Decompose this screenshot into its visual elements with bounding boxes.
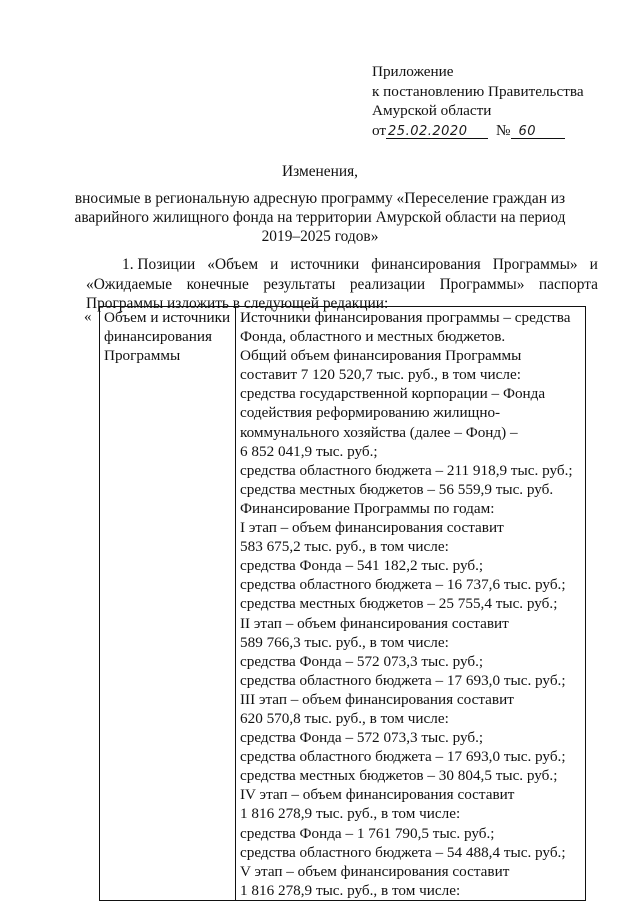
label-line: Программы bbox=[104, 347, 181, 365]
intro-word: Программы» bbox=[492, 256, 578, 273]
decree-date-field bbox=[386, 121, 488, 139]
intro-paragraph bbox=[86, 255, 598, 314]
content-line: 620 570,8 тыс. руб., в том числе: bbox=[240, 709, 449, 727]
decree-date-number-line bbox=[372, 121, 634, 141]
appendix-block bbox=[372, 62, 634, 140]
content-line: Финансирование Программы по годам: bbox=[240, 499, 495, 517]
content-line: средства Фонда – 541 182,2 тыс. руб.; bbox=[240, 557, 484, 575]
intro-word: 1. Позиции bbox=[122, 256, 196, 273]
content-line: 589 766,3 тыс. руб., в том числе: bbox=[240, 633, 449, 651]
content-line: средства местных бюджетов – 30 804,5 тыс. руб.; bbox=[240, 767, 558, 785]
content-line: средства областного бюджета – 54 488,4 тыс. руб.; bbox=[240, 843, 566, 861]
appendix-title: Приложение bbox=[372, 63, 454, 80]
content-line: Источники финансирования программы – средства bbox=[240, 309, 571, 326]
content-line: 583 675,2 тыс. руб., в том числе: bbox=[240, 538, 449, 556]
decree-number-field bbox=[511, 121, 565, 139]
content-line: средства государственной корпорации – Фонда bbox=[240, 385, 546, 403]
content-line: II этап – объем финансирования составит bbox=[240, 614, 509, 632]
content-line: V этап – объем финансирования составит bbox=[240, 862, 510, 880]
title-heading: Изменения, bbox=[281, 163, 358, 180]
row-label-cell bbox=[100, 307, 236, 901]
label-line: финансирования bbox=[104, 328, 212, 346]
date-prefix: от bbox=[372, 121, 387, 139]
decree-date-handwritten: 25.02.2020 bbox=[388, 123, 468, 139]
content-line: средства областного бюджета – 211 918,9 тыс. руб.; bbox=[240, 461, 573, 479]
content-line: средства областного бюджета – 16 737,6 тыс. руб.; bbox=[240, 576, 566, 594]
appendix-region: Амурской области bbox=[372, 102, 492, 119]
content-line: средства областного бюджета – 17 693,0 тыс. руб.; bbox=[240, 748, 566, 766]
decree-number-handwritten: 60 bbox=[518, 123, 537, 139]
row-content-cell bbox=[236, 307, 586, 901]
content-line: содействия реформированию жилищно- bbox=[240, 404, 501, 422]
intro-word: «Ожидаемые bbox=[86, 275, 173, 293]
number-label: № bbox=[496, 121, 511, 139]
intro-word: и bbox=[270, 256, 279, 273]
intro-word: «Объем bbox=[207, 256, 259, 273]
content-line: средства Фонда – 572 073,3 тыс. руб.; bbox=[240, 652, 484, 670]
passport-table bbox=[99, 306, 586, 901]
intro-word: результаты bbox=[263, 275, 336, 293]
intro-word: финансирования bbox=[371, 256, 481, 273]
content-line: 6 852 041,9 тыс. руб.; bbox=[240, 442, 378, 460]
intro-word: и bbox=[589, 256, 598, 273]
intro-word: конечные bbox=[186, 275, 249, 293]
intro-word: источники bbox=[290, 256, 360, 273]
label-line: Объем и источники bbox=[104, 309, 231, 326]
content-line: средства Фонда – 1 761 790,5 тыс. руб.; bbox=[240, 824, 495, 842]
intro-word: Программы» bbox=[439, 275, 525, 293]
content-line: III этап – объем финансирования составит bbox=[240, 690, 514, 708]
content-line: Фонда, областного и местных бюджетов. bbox=[240, 328, 506, 346]
intro-line-2 bbox=[86, 275, 598, 295]
intro-line-3: Программы изложить в следующей редакции: bbox=[86, 295, 389, 312]
content-line: составит 7 120 520,7 тыс. руб., в том числе: bbox=[240, 366, 521, 384]
content-line: средства Фонда – 572 073,3 тыс. руб.; bbox=[240, 729, 484, 747]
content-line: средства местных бюджетов – 56 559,9 тыс. руб. bbox=[240, 480, 554, 498]
table-row bbox=[100, 307, 586, 901]
intro-line-1 bbox=[86, 255, 598, 275]
content-line: I этап – объем финансирования составит bbox=[240, 519, 504, 537]
content-line: Общий объем финансирования Программы bbox=[240, 347, 522, 365]
intro-word: паспорта bbox=[538, 275, 598, 293]
content-line: коммунального хозяйства (далее – Фонд) – bbox=[240, 423, 518, 441]
title-subheading: вносимые в региональную адресную программу «Переселение граждан из аварийного жилищного фонда на территории Амурской области на период 2019–2025 годов» bbox=[74, 190, 566, 245]
content-line: 1 816 278,9 тыс. руб., в том числе: bbox=[240, 805, 461, 823]
intro-word: реализации bbox=[349, 275, 426, 293]
content-line: 1 816 278,9 тыс. руб., в том числе: bbox=[240, 881, 461, 899]
content-line: IV этап – объем финансирования составит bbox=[240, 786, 515, 804]
appendix-decree-ref: к постановлению Правительства bbox=[372, 82, 584, 100]
content-line: средства областного бюджета – 17 693,0 тыс. руб.; bbox=[240, 671, 566, 689]
opening-quote: « bbox=[84, 309, 92, 325]
content-line: средства местных бюджетов – 25 755,4 тыс. руб.; bbox=[240, 595, 558, 613]
document-title bbox=[60, 162, 580, 246]
